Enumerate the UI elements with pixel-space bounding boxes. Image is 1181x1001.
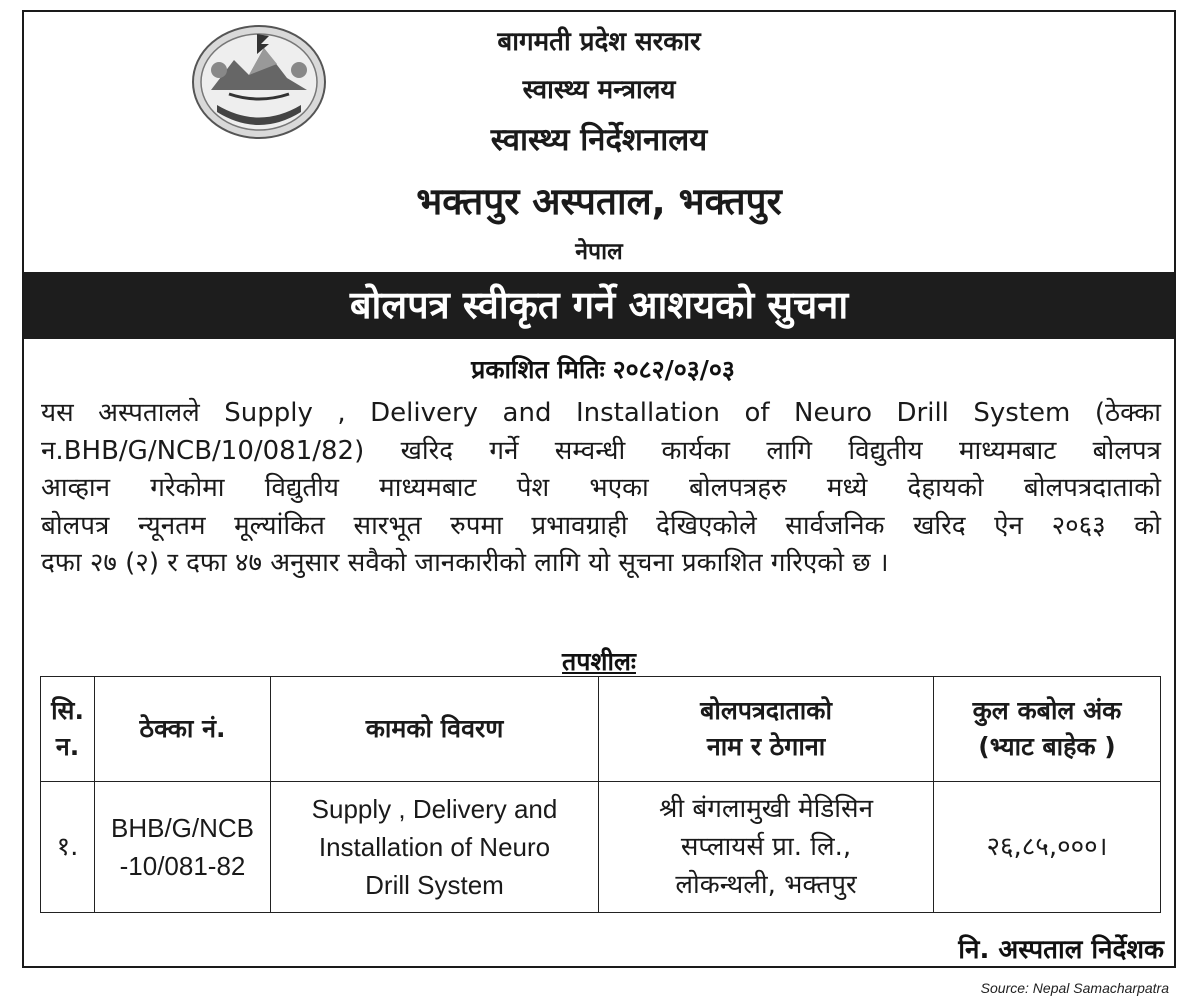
body-line: दफा २७ (२) र दफा ४७ अनुसार सवैको जानकारीको लागि यो सूचना प्रकाशित गरिएको छ । xyxy=(41,548,889,578)
body-line: यस अस्पतालले Supply , Delivery and Installation of Neuro Drill System (ठेक्का xyxy=(41,398,1161,428)
cell-bidder: श्री बंगलामुखी मेडिसिन सप्लायर्स प्रा. लि., लोकन्थली, भक्तपुर xyxy=(599,782,934,913)
th-contract-no: ठेक्का नं. xyxy=(95,677,271,782)
notice-body xyxy=(41,395,1161,583)
header-government: बागमती प्रदेश सरकार xyxy=(497,27,701,57)
source-caption: Source: Nepal Samacharpatra xyxy=(980,980,1169,996)
cell-amount: २६,८५,०००। xyxy=(934,782,1161,913)
schedule-heading xyxy=(24,644,1174,678)
body-line: न.BHB/G/NCB/10/081/82) खरिद गर्ने सम्वन्धी कार्यका लागि विद्युतीय माध्यमबाट बोलपत्र xyxy=(41,435,1161,466)
header-directorate: स्वास्थ्य निर्देशनालय xyxy=(490,122,708,158)
notice-frame xyxy=(22,10,1176,968)
th-amount: कुल कबोल अंक (भ्याट बाहेक ) xyxy=(934,677,1161,782)
table-row xyxy=(41,782,1161,913)
schedule-label: तपशीलः xyxy=(562,647,636,676)
header-hospital: भक्तपुर अस्पताल, भक्तपुर xyxy=(416,180,782,223)
body-line: आव्हान गरेकोमा विद्युतीय माध्यमबाट पेश भएका बोलपत्रहरु मध्ये देहायको बोलपत्रदाताको xyxy=(41,473,1161,503)
table-header-row xyxy=(41,677,1161,782)
publish-date-line xyxy=(24,352,1174,386)
cell-sn: १. xyxy=(41,782,95,913)
bid-table xyxy=(40,676,1161,913)
cell-contract-no: BHB/G/NCB -10/081-82 xyxy=(95,782,271,913)
notice-title-banner: बोलपत्र स्वीकृत गर्ने आशयको सुचना xyxy=(24,272,1174,339)
cell-description: Supply , Delivery and Installation of Neuro Drill System xyxy=(271,782,599,913)
publish-date-value: २०८२/०३/०३ xyxy=(612,355,735,384)
publish-date-label: प्रकाशित मितिः xyxy=(471,355,605,384)
body-line: बोलपत्र न्यूनतम मूल्यांकित सारभूत रुपमा प्रभावग्राही देखिएकोले सार्वजनिक खरिद ऐन २०६३ को xyxy=(41,510,1161,541)
signatory: नि. अस्पताल निर्देशक xyxy=(958,935,1164,965)
header-country: नेपाल xyxy=(575,239,623,265)
th-description: कामको विवरण xyxy=(271,677,599,782)
header-ministry: स्वास्थ्य मन्त्रालय xyxy=(522,75,676,105)
th-sn: सि. न. xyxy=(41,677,95,782)
th-bidder: बोलपत्रदाताको नाम र ठेगाना xyxy=(599,677,934,782)
